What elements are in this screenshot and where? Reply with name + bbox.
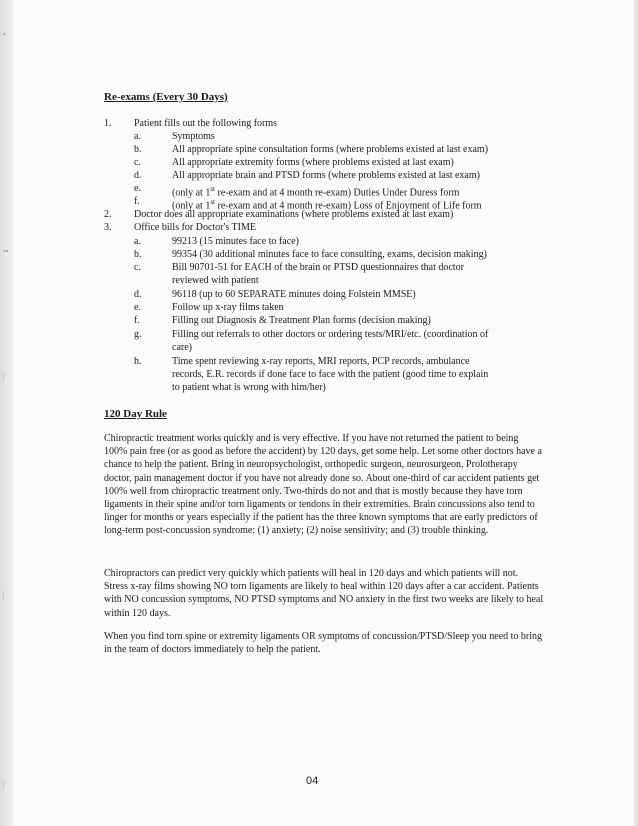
list-number: 1.	[104, 118, 112, 129]
sub-item: 99354 (30 additional minutes face to face consulting, exams, decision making)	[172, 249, 487, 260]
sub-letter: d.	[134, 170, 142, 181]
reexams-heading: Re-exams (Every 30 Days)	[104, 91, 228, 103]
sub-letter: f.	[134, 196, 140, 207]
sub-item: 99213 (15 minutes face to face)	[172, 236, 299, 247]
sub-letter: e.	[134, 302, 141, 313]
sub-item: All appropriate spine consultation forms (where problems existed at last exam)	[172, 144, 489, 155]
sub-item: Bill 90701-51 for EACH of the brain or PTSD questionnaires that doctor	[172, 262, 464, 273]
rule120-heading: 120 Day Rule	[104, 408, 167, 420]
list-number: 2.	[104, 209, 112, 220]
list-item: Patient fills out the following forms	[134, 118, 278, 129]
sub-letter: c.	[134, 262, 141, 273]
margin-mark: |	[3, 780, 5, 789]
sub-letter: g.	[134, 329, 142, 340]
page-number: 04	[306, 775, 319, 787]
sub-letter: h.	[134, 356, 142, 367]
sub-item: (only at 1st re-exam and at 4 month re-exam) Loss of Enjoyment of Life form	[172, 198, 482, 212]
margin-mark: |	[3, 590, 5, 599]
sub-letter: c.	[134, 157, 141, 168]
scan-left-edge	[0, 0, 14, 826]
margin-mark: •	[3, 30, 6, 39]
sub-item: (only at 1st re-exam and at 4 month re-exam) Duties Under Duress form	[172, 185, 460, 199]
sub-item: Symptoms	[172, 131, 215, 142]
list-item: Office bills for Doctor's TIME	[134, 222, 256, 233]
sub-letter: f.	[134, 315, 140, 326]
sub-item: Time spent reviewing x-ray reports, MRI reports, PCP records, ambulance	[172, 356, 470, 367]
sub-letter: e.	[134, 183, 141, 194]
sub-item-continuation: to patient what is wrong with him/her)	[172, 382, 326, 393]
list-number: 3.	[104, 222, 112, 233]
sub-item: All appropriate brain and PTSD forms (where problems existed at last exam)	[172, 170, 480, 181]
sub-letter: b.	[134, 144, 142, 155]
paragraph: Chiropractic treatment works quickly and is very effective. If you have not returned the patient to being 100% pain free (or as good as before the accident) by 120 days, get some help. Let some other doctors have a chance to help the patient. Bring in neuropsychologist, orthopedic surgeon, neurosurgeon, Prolotherapy doctor, pain management doctor if you have not already done so. About one-third of car accident patients get 100% well from chiropractic treatment only. Two-thirds do not and that is mostly because they have torn ligaments in their spine and/or torn ligaments or tendons in their extremities. Brain concussions also tend to linger for months or years especially if the patient has the three known symptoms that are early predictors of long-term post-concussion syndrome: (1) anxiety; (2) noise sensitivity; and (3) trouble thinking.	[104, 433, 542, 537]
sub-letter: a.	[134, 236, 141, 247]
sub-item: Filling out Diagnosis & Treatment Plan forms (decision making)	[172, 315, 431, 326]
sub-item-continuation: care)	[172, 342, 192, 353]
sub-item-continuation: records, E.R. records if done face to face with the patient (good time to explain	[172, 369, 489, 380]
paragraph: When you find torn spine or extremity ligaments OR symptoms of concussion/PTSD/Sleep you need to bring in the team of doctors immediately to help the patient.	[104, 631, 543, 656]
paragraph: Chiropractors can predict very quickly which patients will heal in 120 days and which patients will not. Stress x-ray films showing NO torn ligaments are likely to heal within 120 days after a car accident. Patients with NO concussion symptoms, NO PTSD symptoms and NO anxiety in the first two weeks are likely to heal within 120 days.	[104, 568, 544, 619]
margin-mark: ••	[3, 247, 9, 256]
scan-right-edge	[634, 0, 638, 826]
sub-item: 96118 (up to 60 SEPARATE minutes doing Folstein MMSE)	[172, 289, 416, 300]
sub-letter: b.	[134, 249, 142, 260]
sub-letter: d.	[134, 289, 142, 300]
sub-item: Follow up x-ray films taken	[172, 302, 284, 313]
sub-item-continuation: reviewed with patient	[172, 275, 259, 286]
sub-item: All appropriate extremity forms (where problems existed at last exam)	[172, 157, 454, 168]
sub-item: Filling out referrals to other doctors or ordering tests/MRI/etc. (coordination of	[172, 329, 489, 340]
sub-letter: a.	[134, 131, 141, 142]
list-item: Doctor does all appropriate examinations (where problems existed at last exam)	[134, 209, 454, 220]
margin-mark: |	[3, 372, 5, 381]
